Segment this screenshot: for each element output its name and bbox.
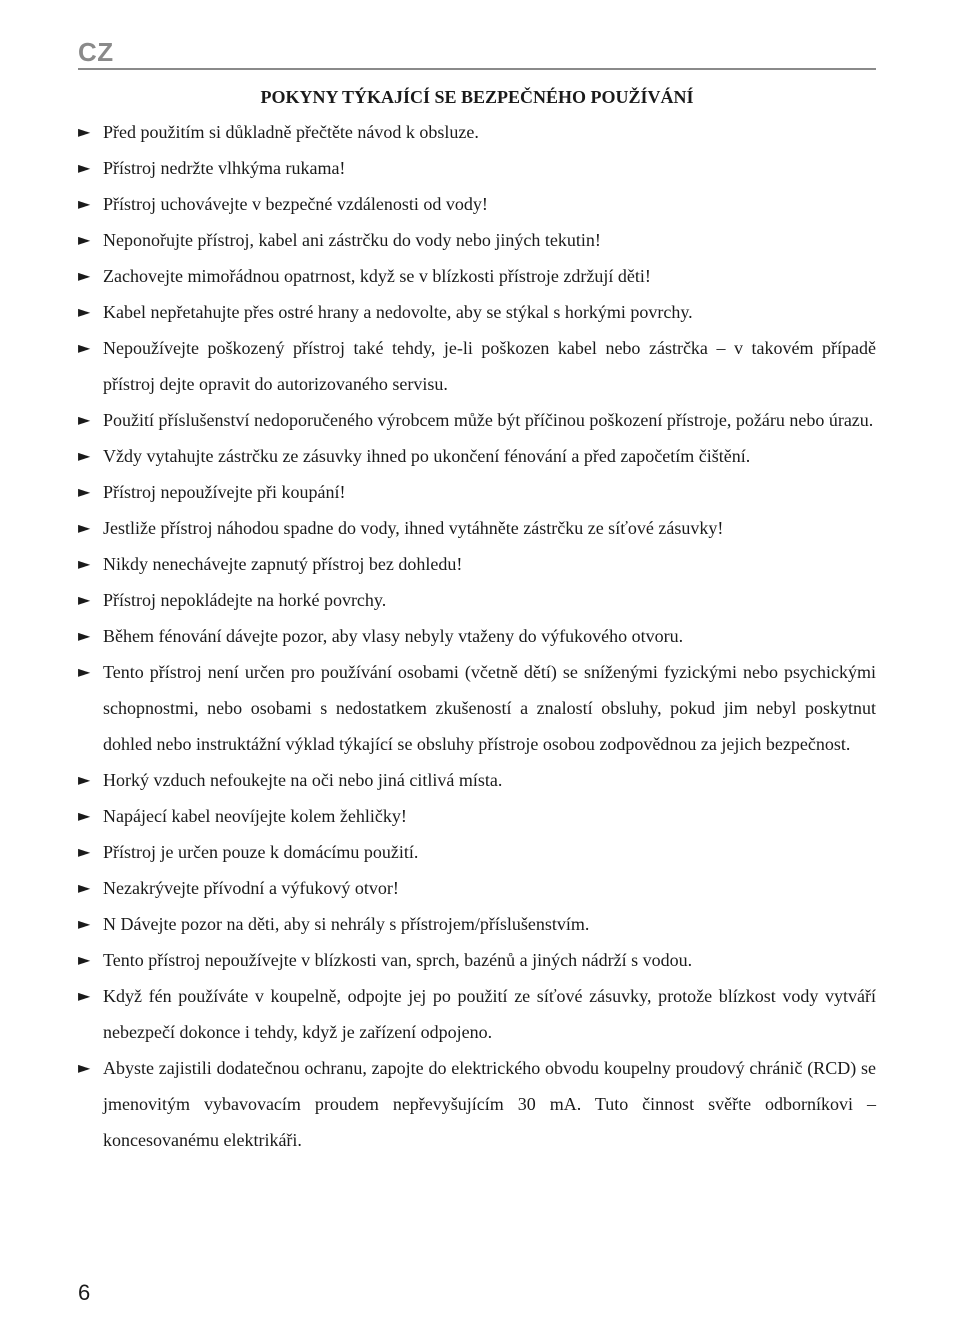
list-item <box>78 114 876 150</box>
list-item <box>78 834 876 870</box>
section-title: POKYNY TÝKAJÍCÍ SE BEZPEČNÉHO POUŽÍVÁNÍ <box>260 87 694 107</box>
list-item <box>78 150 876 186</box>
list-item <box>78 222 876 258</box>
language-code: CZ <box>78 37 114 67</box>
bullet-arrow-icon: ► <box>78 302 91 321</box>
bullet-arrow-icon: ► <box>78 194 91 213</box>
bullet-arrow-icon: ► <box>78 878 91 897</box>
list-item-text: Přístroj nepoužívejte při koupání! <box>103 482 346 502</box>
bullet-arrow-icon: ► <box>78 410 91 429</box>
list-item <box>78 546 876 582</box>
list-item <box>78 474 876 510</box>
bullet-arrow-icon: ► <box>78 590 91 609</box>
list-item-text: Horký vzduch nefoukejte na oči nebo jiná citlivá místa. <box>103 770 503 790</box>
list-item-text: Nezakrývejte přívodní a výfukový otvor! <box>103 878 399 898</box>
bullet-arrow-icon: ► <box>78 662 91 681</box>
list-item-text: Kabel nepřetahujte přes ostré hrany a nedovolte, aby se stýkal s horkými povrchy. <box>103 302 693 322</box>
bullet-arrow-icon: ► <box>78 1058 91 1077</box>
list-item-text: Napájecí kabel neovíjejte kolem žehličky! <box>103 806 407 826</box>
list-item-text: N Dávejte pozor na děti, aby si nehrály s přístrojem/příslušenstvím. <box>103 914 590 934</box>
list-item <box>78 654 876 762</box>
list-item <box>78 402 876 438</box>
list-item-text: Před použitím si důkladně přečtěte návod k obsluze. <box>103 122 479 142</box>
list-item <box>78 582 876 618</box>
list-item-text: Vždy vytahujte zástrčku ze zásuvky ihned po ukončení fénování a před započetím čištění. <box>103 446 751 466</box>
list-item <box>78 618 876 654</box>
bullet-arrow-icon: ► <box>78 914 91 933</box>
bullet-arrow-icon: ► <box>78 446 91 465</box>
list-item-text: Neponořujte přístroj, kabel ani zástrčku do vody nebo jiných tekutin! <box>103 230 601 250</box>
list-item <box>78 258 876 294</box>
bullet-arrow-icon: ► <box>78 266 91 285</box>
list-item <box>78 1050 876 1158</box>
bullet-arrow-icon: ► <box>78 338 91 357</box>
list-item <box>78 330 876 402</box>
list-item <box>78 186 876 222</box>
bullet-arrow-icon: ► <box>78 518 91 537</box>
list-item-text: Abyste zajistili dodatečnou ochranu, zapojte do elektrického obvodu koupelny proudový chránič (RCD) se jmenovitým vybavovacím proudem nepřevyšujícím 30 mA. Tuto činnost svěřte odborníkovi – koncesovanému elektrikáři. <box>103 1058 876 1150</box>
bullet-arrow-icon: ► <box>78 158 91 177</box>
bullet-arrow-icon: ► <box>78 806 91 825</box>
list-item <box>78 762 876 798</box>
bullet-arrow-icon: ► <box>78 986 91 1005</box>
bullet-arrow-icon: ► <box>78 482 91 501</box>
list-item-text: Když fén používáte v koupelně, odpojte jej po použití ze síťové zásuvky, protože blízkost vody vytváří nebezpečí dokonce i tehdy, když je zařízení odpojeno. <box>103 986 876 1042</box>
bullet-arrow-icon: ► <box>78 230 91 249</box>
list-item-text: Tento přístroj není určen pro používání osobami (včetně dětí) se sníženými fyzickými nebo psychickými schopnostmi, nebo osobami s nedostatkem zkušeností a znalostí obsluhy, pokud jim nebyl poskytnut dohled nebo instruktážní výklad týkající se obsluhy přístroje osobou zodpovědnou za jejich bezpečnost. <box>103 662 876 754</box>
header-divider <box>78 68 876 70</box>
list-item-text: Zachovejte mimořádnou opatrnost, když se v blízkosti přístroje zdržují děti! <box>103 266 651 286</box>
bullet-arrow-icon: ► <box>78 554 91 573</box>
list-item <box>78 438 876 474</box>
page-number: 6 <box>78 1280 91 1305</box>
list-item-text: Nepoužívejte poškozený přístroj také tehdy, je-li poškozen kabel nebo zástrčka – v takovém případě přístroj dejte opravit do autorizovaného servisu. <box>103 338 876 394</box>
list-item <box>78 294 876 330</box>
list-item-text: Jestliže přístroj náhodou spadne do vody, ihned vytáhněte zástrčku ze síťové zásuvky! <box>103 518 724 538</box>
list-item <box>78 870 876 906</box>
bullet-arrow-icon: ► <box>78 770 91 789</box>
bullet-arrow-icon: ► <box>78 950 91 969</box>
safety-instructions-list <box>78 114 876 1158</box>
list-item <box>78 798 876 834</box>
list-item-text: Nikdy nenechávejte zapnutý přístroj bez dohledu! <box>103 554 463 574</box>
bullet-arrow-icon: ► <box>78 842 91 861</box>
list-item <box>78 942 876 978</box>
list-item-text: Tento přístroj nepoužívejte v blízkosti van, sprch, bazénů a jiných nádrží s vodou. <box>103 950 693 970</box>
bullet-arrow-icon: ► <box>78 122 91 141</box>
list-item-text: Použití příslušenství nedoporučeného výrobcem může být příčinou poškození přístroje, požáru nebo úrazu. <box>103 410 874 430</box>
list-item-text: Během fénování dávejte pozor, aby vlasy nebyly vtaženy do výfukového otvoru. <box>103 626 684 646</box>
list-item-text: Přístroj uchovávejte v bezpečné vzdálenosti od vody! <box>103 194 488 214</box>
list-item-text: Přístroj nepokládejte na horké povrchy. <box>103 590 387 610</box>
list-item <box>78 978 876 1050</box>
list-item <box>78 906 876 942</box>
list-item <box>78 510 876 546</box>
bullet-arrow-icon: ► <box>78 626 91 645</box>
list-item-text: Přístroj je určen pouze k domácímu použití. <box>103 842 419 862</box>
list-item-text: Přístroj nedržte vlhkýma rukama! <box>103 158 346 178</box>
